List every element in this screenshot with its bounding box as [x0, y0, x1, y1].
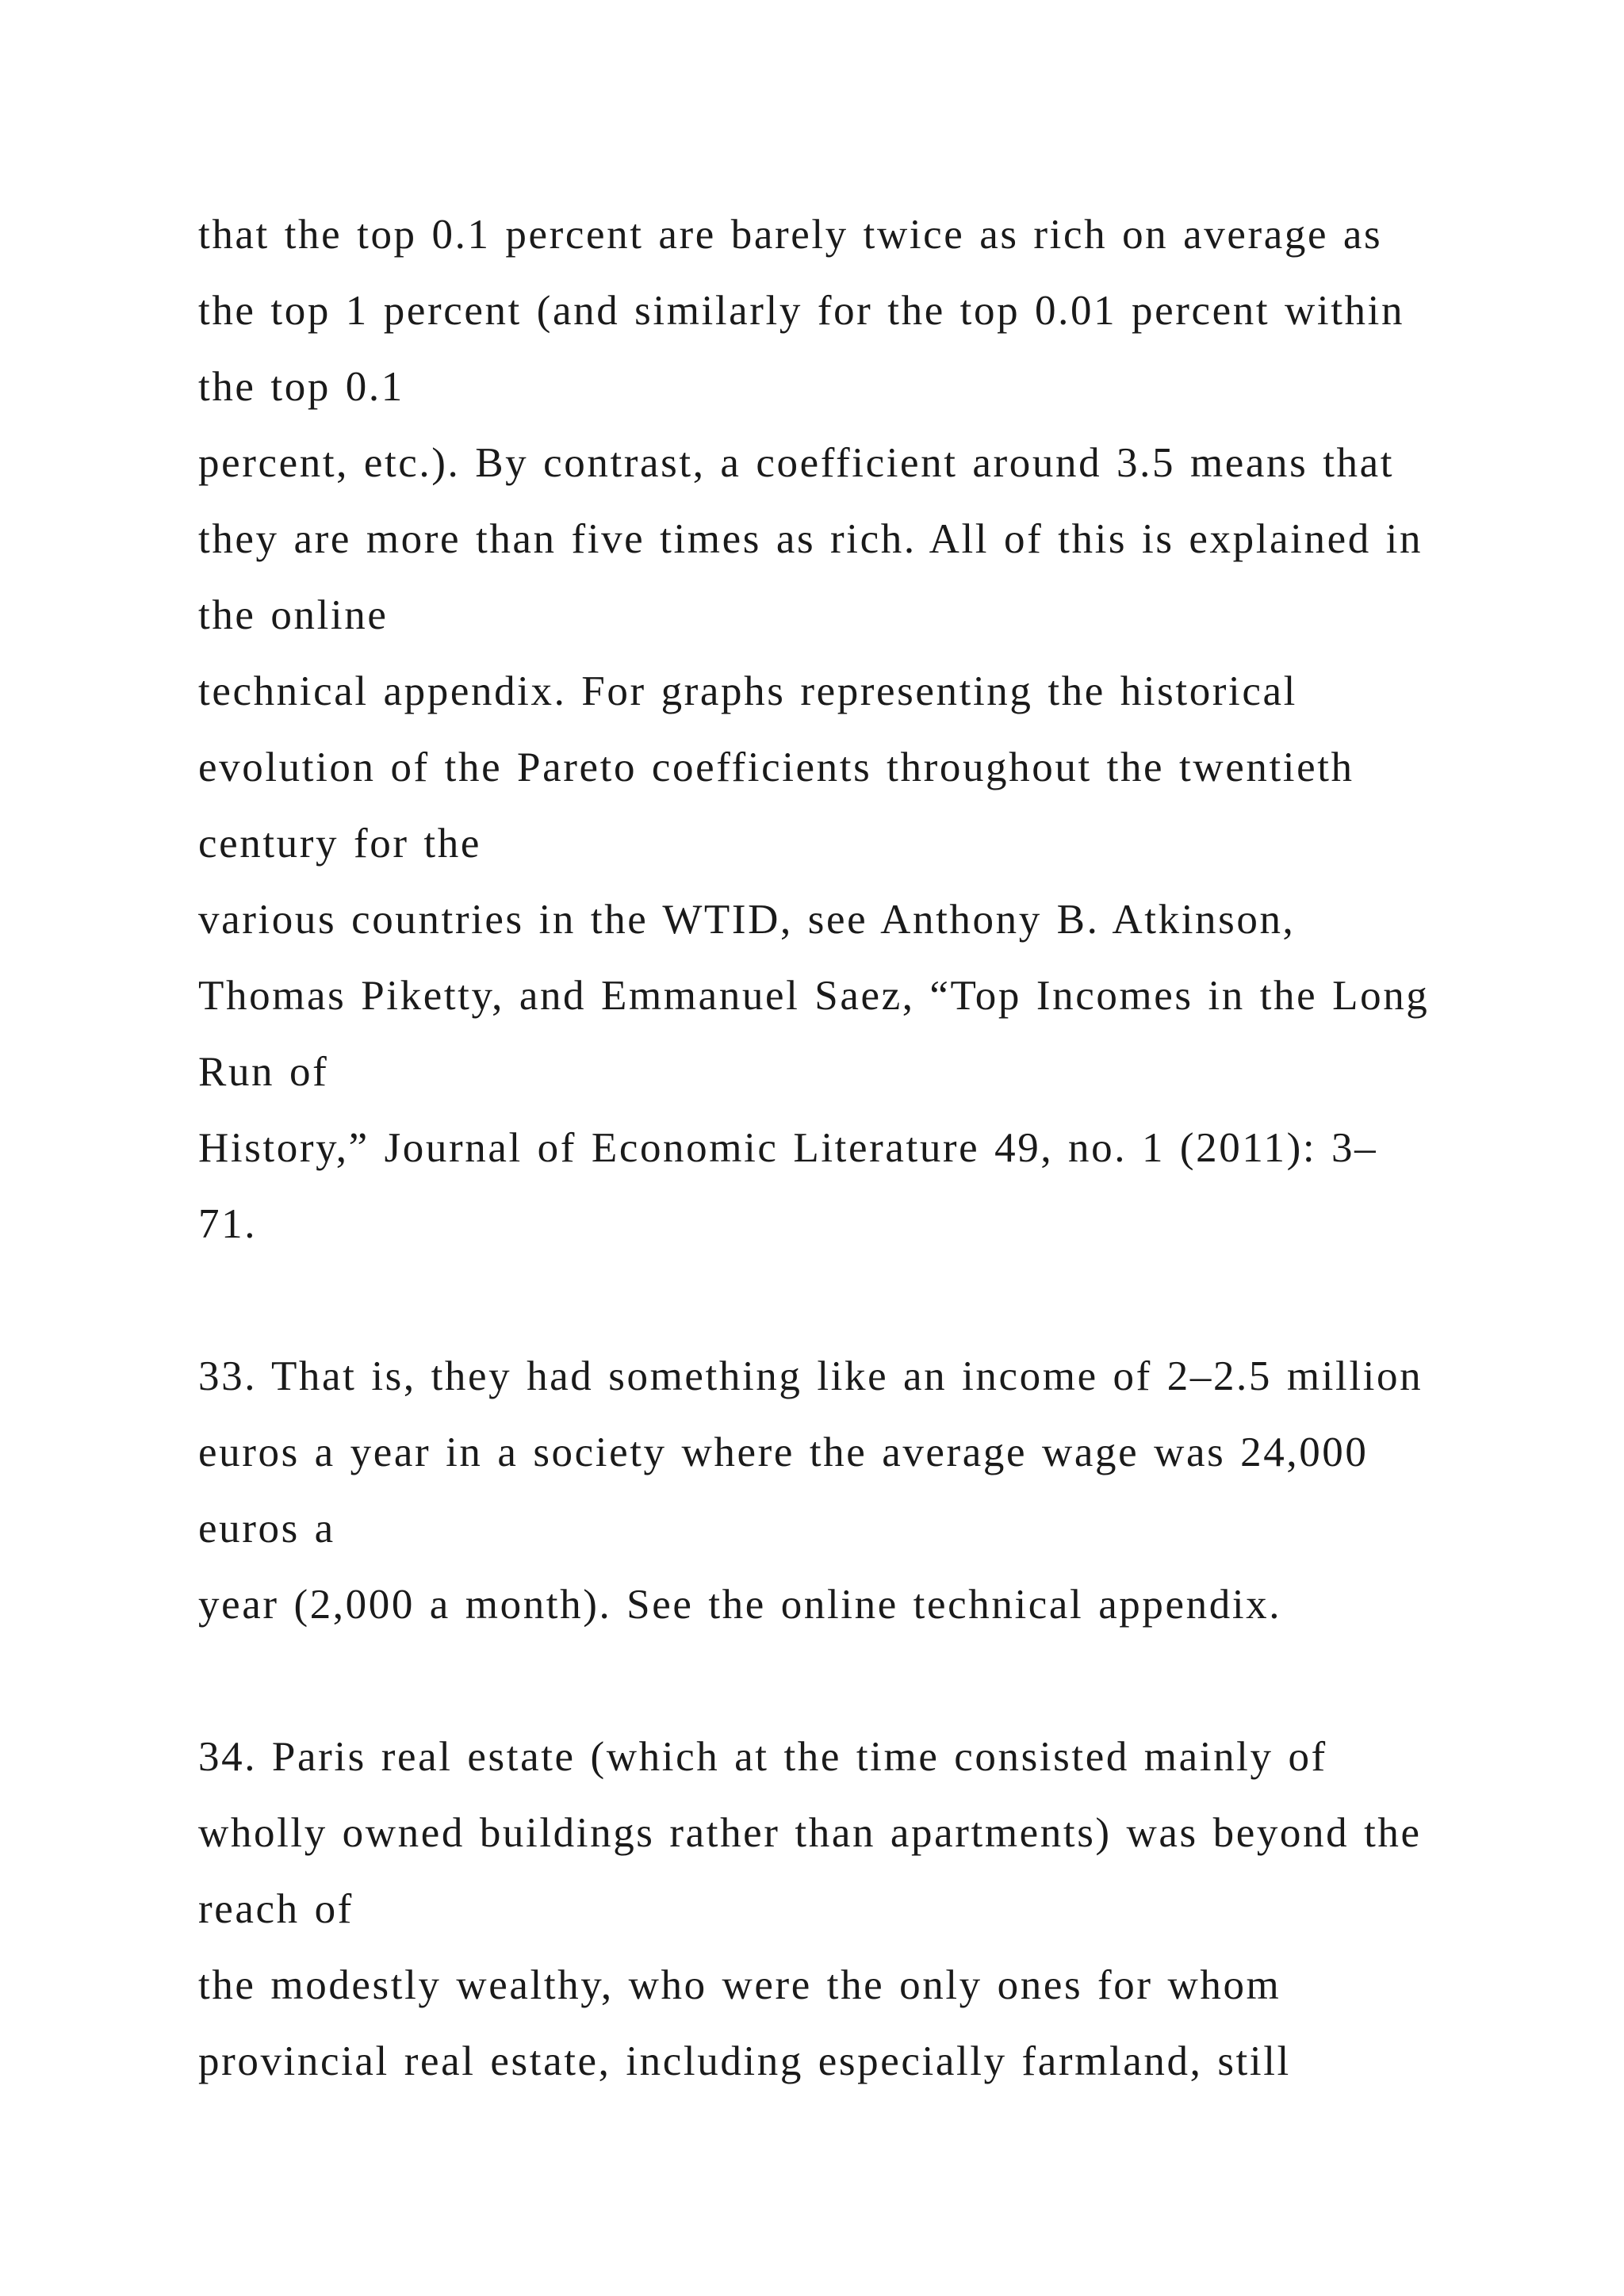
text-line: the top 1 percent (and similarly for the top 0.01 percent within — [198, 288, 1405, 334]
document-body — [198, 197, 1507, 2099]
text-line: they are more than five times as rich. All of this is explained in — [198, 516, 1423, 562]
paragraph-note-34 — [198, 1719, 1507, 2099]
text-line: evolution of the Pareto coefficients throughout the twentieth — [198, 744, 1354, 790]
text-line: the online — [198, 592, 389, 638]
text-line: the modestly wealthy, who were the only ones for whom — [198, 1962, 1281, 2008]
text-line: that the top 0.1 percent are barely twice as rich on average as — [198, 212, 1383, 258]
text-line: 34. Paris real estate (which at the time consisted mainly of — [198, 1734, 1327, 1780]
text-line: reach of — [198, 1886, 354, 1932]
paragraph-spacer — [198, 1262, 1507, 1338]
text-line: wholly owned buildings rather than apartments) was beyond the — [198, 1810, 1422, 1856]
text-line: 71. — [198, 1201, 258, 1247]
text-line: year (2,000 a month). See the online technical appendix. — [198, 1582, 1282, 1628]
paragraph-spacer — [198, 1643, 1507, 1719]
text-line: History,” Journal of Economic Literature 49, no. 1 (2011): 3– — [198, 1125, 1378, 1171]
text-line: technical appendix. For graphs representing the historical — [198, 668, 1297, 714]
text-line: euros a year in a society where the average wage was 24,000 — [198, 1429, 1369, 1475]
text-line: various countries in the WTID, see Anthony B. Atkinson, — [198, 897, 1296, 943]
text-line: percent, etc.). By contrast, a coefficient around 3.5 means that — [198, 440, 1395, 486]
text-line: euros a — [198, 1506, 335, 1552]
paragraph-note-continuation — [198, 197, 1507, 1262]
paragraph-note-33 — [198, 1338, 1507, 1643]
text-line: century for the — [198, 821, 481, 867]
text-line: provincial real estate, including especially farmland, still — [198, 2038, 1291, 2084]
text-line: the top 0.1 — [198, 364, 404, 410]
text-line: 33. That is, they had something like an income of 2–2.5 million — [198, 1353, 1423, 1399]
text-line: Run of — [198, 1049, 329, 1095]
text-line: Thomas Piketty, and Emmanuel Saez, “Top Incomes in the Long — [198, 973, 1430, 1019]
